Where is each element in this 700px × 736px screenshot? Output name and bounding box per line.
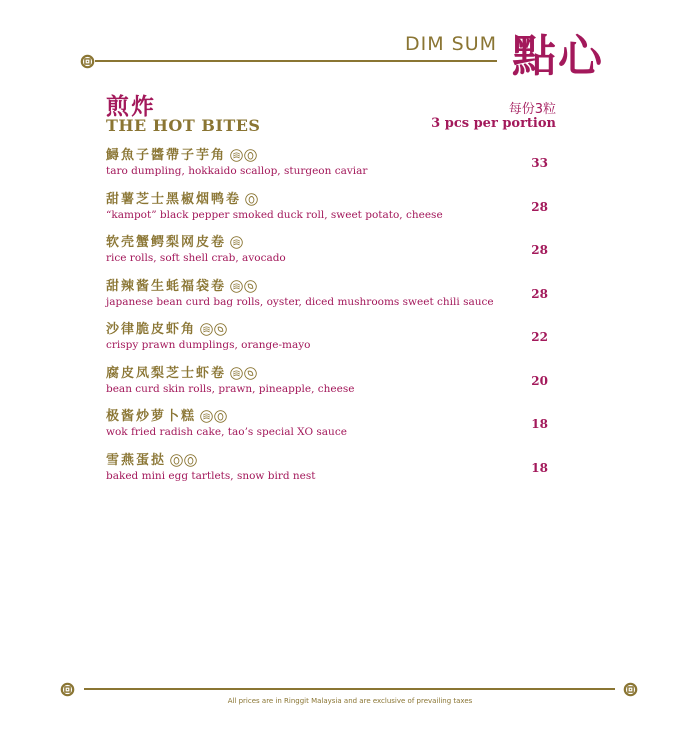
menu-item-description: bean curd skin rolls, prawn, pineapple, cheese — [106, 382, 355, 395]
menu-item-description: crispy prawn dumplings, orange-mayo — [106, 339, 311, 351]
menu-item-description: japanese bean curd bag rolls, oyster, diced mushrooms sweet chili sauce — [106, 295, 494, 308]
menu-item — [106, 452, 556, 496]
menu-item-name-cjk: 甜辣酱生蚝福袋卷 — [106, 278, 227, 294]
header-title: DIM SUM — [405, 33, 498, 55]
menu-item-title-row — [106, 452, 556, 469]
menu-item-price: 33 — [531, 156, 548, 170]
menu-item-name-cjk: 雪燕蛋挞 — [106, 452, 167, 468]
egg-icon — [170, 454, 183, 467]
menu-item — [106, 278, 556, 322]
seafood-icon — [230, 149, 243, 162]
egg-icon — [244, 149, 257, 162]
header-divider — [95, 60, 497, 62]
flower-emblem-icon — [60, 682, 75, 697]
menu-item-description: wok fried radish cake, tao’s special XO sauce — [106, 426, 347, 438]
dietary-icons — [230, 236, 243, 249]
egg-icon — [245, 193, 258, 206]
soy-icon — [244, 280, 257, 293]
seafood-icon — [230, 236, 243, 249]
menu-item — [106, 408, 556, 452]
menu-item-name-cjk: 腐皮凤梨芝士虾卷 — [106, 365, 227, 381]
footer-note: All prices are in Ringgit Malaysia and are exclusive of prevailing taxes — [227, 697, 473, 705]
menu-item-name-cjk: 软壳蟹鳄梨网皮卷 — [106, 235, 227, 250]
dietary-icons — [230, 149, 257, 162]
dietary-icons — [230, 367, 257, 380]
menu-item-price: 20 — [531, 373, 548, 388]
menu-item-price: 18 — [531, 417, 548, 431]
menu-item-description: taro dumpling, hokkaido scallop, sturgeon caviar — [106, 165, 368, 177]
section-title: THE HOT BITES — [106, 116, 261, 135]
seafood-icon — [200, 323, 213, 336]
menu-item — [106, 365, 556, 409]
dietary-icons — [200, 323, 227, 336]
menu-item — [106, 147, 556, 191]
menu-item-title-row — [106, 147, 556, 164]
menu-item-price: 28 — [531, 199, 548, 214]
menu-item-price: 28 — [531, 243, 548, 257]
dietary-icons — [230, 280, 257, 293]
menu-item-title-row — [106, 365, 556, 382]
dietary-icons — [200, 410, 227, 423]
menu-item — [106, 321, 556, 365]
dietary-icons — [245, 193, 258, 206]
menu-item-price: 22 — [531, 330, 548, 344]
menu-item-name-cjk: 极酱炒萝卜糕 — [106, 409, 197, 424]
soy-icon — [214, 323, 227, 336]
menu-item-title-row — [106, 234, 556, 251]
header-title-cjk: 點心 — [512, 31, 604, 82]
egg-icon — [184, 454, 197, 467]
menu-item-title-row — [106, 408, 556, 425]
menu-item-description: rice rolls, soft shell crab, avocado — [106, 252, 286, 264]
menu-item — [106, 191, 556, 235]
footer-divider — [84, 688, 615, 690]
menu-item — [106, 234, 556, 278]
menu-item-name-cjk: 沙律脆皮虾角 — [106, 322, 197, 337]
menu-item-name-cjk: 鱘魚子醬帶子芋角 — [106, 148, 227, 163]
seafood-icon — [230, 367, 243, 380]
menu-item-description: “kampot” black pepper smoked duck roll, sweet potato, cheese — [106, 208, 443, 221]
menu-list — [106, 147, 556, 495]
portion-note: 3 pcs per portion — [431, 116, 556, 131]
menu-item-price: 18 — [531, 460, 548, 475]
menu-item-name-cjk: 甜薯芝士黑椒烟鸭卷 — [106, 191, 242, 207]
flower-emblem-icon — [80, 54, 95, 69]
egg-icon — [214, 410, 227, 423]
seafood-icon — [200, 410, 213, 423]
section-title-cjk: 煎炸 — [106, 94, 156, 120]
soy-icon — [244, 367, 257, 380]
menu-item-price: 28 — [531, 286, 548, 301]
seafood-icon — [230, 280, 243, 293]
portion-note-cjk: 每份3粒 — [508, 102, 556, 117]
flower-emblem-icon — [623, 682, 638, 697]
dietary-icons — [170, 454, 197, 467]
menu-item-title-row — [106, 321, 556, 338]
menu-item-description: baked mini egg tartlets, snow bird nest — [106, 469, 316, 482]
menu-item-title-row — [106, 191, 556, 208]
menu-item-title-row — [106, 278, 556, 295]
